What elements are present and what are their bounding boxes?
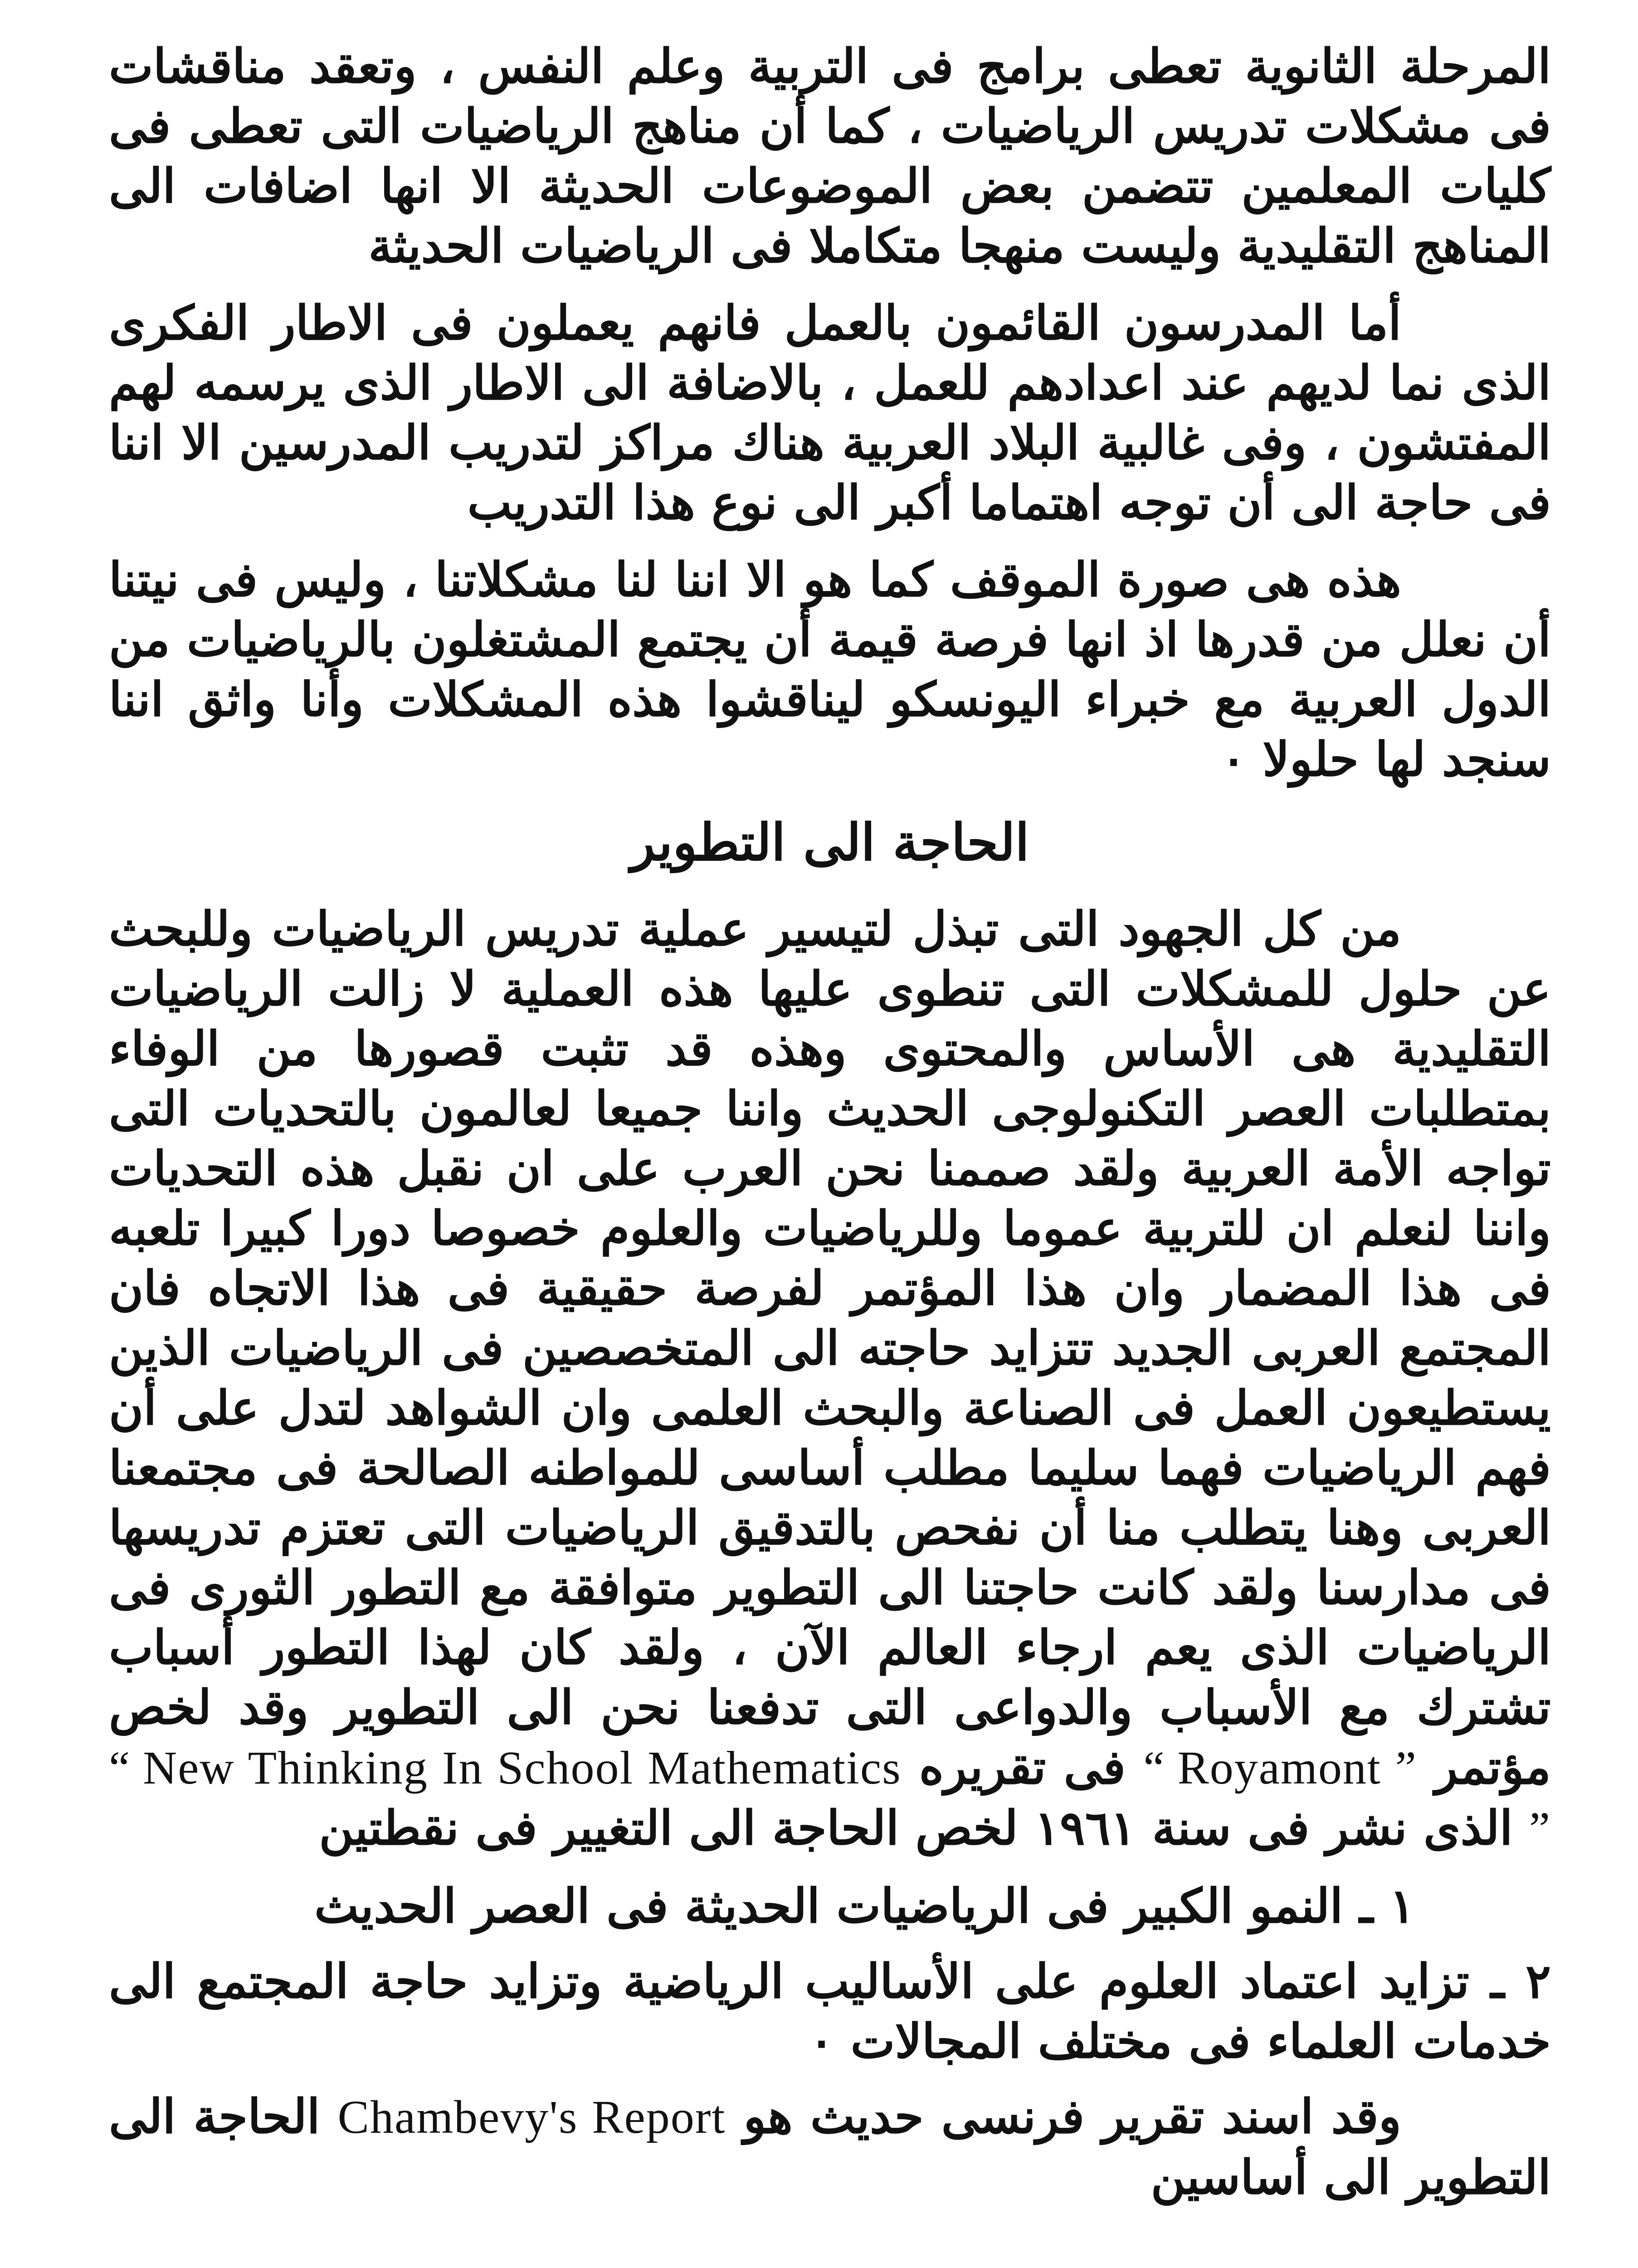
list-item-1: ١ ـ النمو الكبير فى الرياضيات الحديثة فى العصر الحديث — [314, 1878, 1415, 1934]
report-title: “ New Thinking In School Mathematics ” — [109, 1742, 1551, 1855]
section-heading: الحاجة الى التطوير — [630, 813, 1029, 872]
document-page — [109, 36, 1551, 2268]
paragraph-in-service-teachers: أما المدرسون القائمون بالعمل فانهم يعملون فى الاطار الفكرى الذى نما لديهم عند اعدادهم للعمل ، بالاضافة الى الاطار الذى يرسمه لهم المفتشون ، وفى غالبية البلاد العربية هناك مراكز لتدريب المدرسين الا اننا فى حاجة الى أن توجه اهتماما أكبر الى نوع هذا التدريب — [109, 295, 1551, 530]
paragraph-closing — [109, 2087, 1551, 2207]
paragraph-current-situation: هذه هى صورة الموقف كما هو الا اننا لنا مشكلاتنا ، وليس فى نيتنا أن نعلل من قدرها اذ انها فرصة قيمة أن يجتمع المشتغلون بالرياضيات من الدول العربية مع خبراء اليونسكو ليناقشوا هذه المشكلات وأنا واثق اننا سنجد لها حلولا ٠ — [109, 552, 1551, 787]
list-item-2: ٢ ـ تزايد اعتماد العلوم على الأساليب الرياضية وتزايد حاجة المجتمع الى خدمات العلماء فى مختلف المجالات ٠ — [109, 1953, 1551, 2069]
closing-text-before: وقد اسند تقرير فرنسى حديث هو — [726, 2088, 1401, 2144]
paragraph-text-after: الذى نشر فى سنة ١٩٦١ لخص الحاجة الى التغيير فى نقطتين — [319, 1800, 1529, 1856]
closing-text-after: الحاجة الى التطوير الى أساسين — [109, 2088, 1551, 2205]
french-report-name: Chambevy's Report — [337, 2091, 726, 2143]
conference-name: “ Royamont ” — [1143, 1742, 1417, 1794]
paragraph-text-middle: فى تقريره — [901, 1739, 1144, 1795]
paragraph-teacher-preparation: المرحلة الثانوية تعطى برامج فى التربية وعلم النفس ، وتعقد مناقشات فى مشكلات تدريس الرياضيات ، كما أن مناهج الرياضيات التى تعطى فى كليات المعلمين تتضمن بعض الموضوعات الحديثة الا انها اضافات الى المناهج التقليدية وليست منهجا متكاملا فى الرياضيات الحديثة — [109, 38, 1551, 274]
paragraph-text-before: من كل الجهود التى تبذل لتيسير عملية تدريس الرياضيات وللبحث عن حلول للمشكلات التى تنطوى عليها هذه العملية لا زالت الرياضيات التقليدية هى الأساس والمحتوى وهذه قد تثبت قصورها من الوفاء بمتطلبات العصر التكنولوجى الحديث واننا جميعا لعالمون بالتحديات التى تواجه الأمة العربية ولقد صممنا نحن العرب على ان نقبل هذه التحديات واننا لنعلم ان للتربية عموما وللرياضيات والعلوم خصوصا دورا كبيرا تلعبه فى هذا المضمار وان هذا المؤتمر لفرصة حقيقية فى هذا الاتجاه فان المجتمع العربى الجديد تتزايد حاجته الى المتخصصين فى الرياضيات الذين يستطيعون العمل فى الصناعة والبحث العلمى وان الشواهد لتدل على أن فهم الرياضيات فهما سليما مطلب أساسى للمواطنه الصالحة فى مجتمعنا العربى وهنا يتطلب منا أن نفحص بالتدقيق الرياضيات التى تعتزم تدريسها فى مدارسنا ولقد كانت حاجتنا الى التطوير متوافقة مع التطور الثورى فى الرياضيات الذى يعم ارجاء العالم الآن ، ولقد كان لهذا التطور أسباب تشترك مع الأسباب والدواعى التى تدفعنا نحن الى التطوير وقد لخص مؤتمر — [109, 901, 1551, 1795]
paragraph-need-for-development — [109, 899, 1551, 1859]
